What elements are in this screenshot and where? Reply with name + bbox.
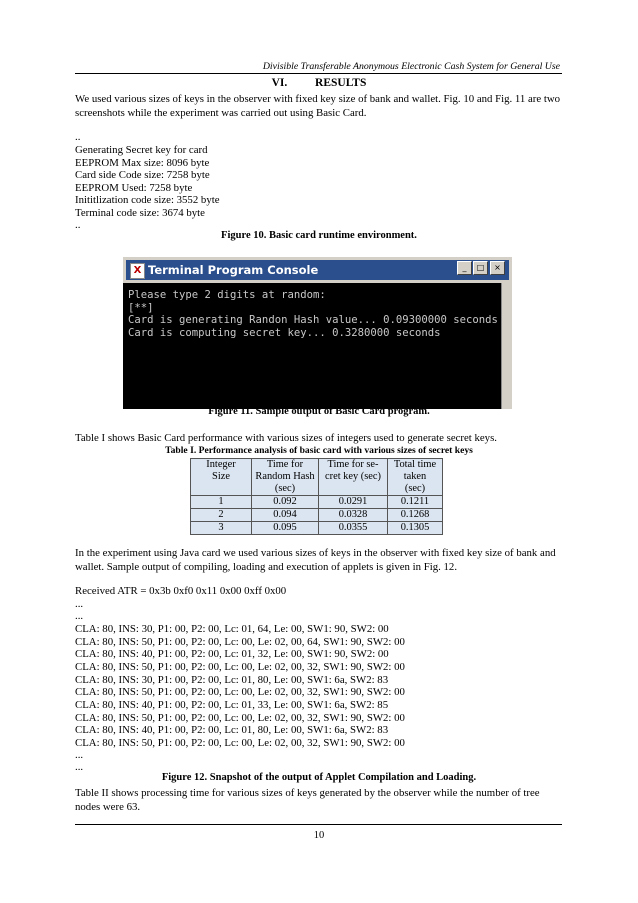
applet-line: ...: [75, 598, 84, 610]
listing-line: ..: [75, 131, 81, 143]
cell-size: 1: [191, 496, 252, 509]
section-title: RESULTS: [315, 77, 367, 89]
header-secret-key: Time for se- cret key (sec): [319, 459, 388, 496]
terminal-title-fill: [126, 260, 509, 280]
cell-size: 2: [191, 509, 252, 522]
terminal-scrollbar[interactable]: [501, 283, 512, 409]
terminal-line: Please type 2 digits at random:: [128, 289, 326, 301]
maximize-icon[interactable]: □: [473, 261, 488, 275]
applet-line: CLA: 80, INS: 40, P1: 00, P2: 00, Lc: 01, 32, Le: 00, SW1: 90, SW2: 00: [75, 648, 389, 660]
applet-line: ...: [75, 610, 84, 622]
terminal-title-bar: [123, 257, 512, 283]
intro-line-2: screenshots while the experiment was carried out using Basic Card.: [75, 107, 367, 119]
close-icon[interactable]: ×: [490, 261, 505, 275]
listing-line: Card side Code size: 7258 byte: [75, 169, 210, 181]
terminal-title: Terminal Program Console: [148, 263, 319, 277]
section-number: VI.: [271, 77, 288, 89]
listing-line: Terminal code size: 3674 byte: [75, 207, 205, 219]
table-1-caption: Table I. Performance analysis of basic card with various sizes of secret keys: [165, 445, 473, 456]
applet-line: CLA: 80, INS: 50, P1: 00, P2: 00, Lc: 00, Le: 02, 00, 32, SW1: 90, SW2: 00: [75, 686, 405, 698]
app-icon: X: [130, 263, 145, 279]
cell-total: 0.1268: [388, 509, 443, 522]
applet-line: CLA: 80, INS: 40, P1: 00, P2: 00, Lc: 01, 33, Le: 00, SW1: 6a, SW2: 85: [75, 699, 389, 711]
applet-line: ...: [75, 749, 84, 761]
cell-secret-key: 0.0355: [319, 522, 388, 535]
cell-secret-key: 0.0291: [319, 496, 388, 509]
cell-random-hash: 0.095: [252, 522, 319, 535]
table-intro: Table I shows Basic Card performance with various sizes of integers used to generate secret keys.: [75, 432, 497, 444]
listing-line: ..: [75, 219, 81, 231]
java-line-1: In the experiment using Java card we used various sizes of keys in the observer with fixed key size of bank and: [75, 547, 556, 559]
running-header: Divisible Transferable Anonymous Electronic Cash System for General Use: [262, 61, 560, 72]
figure-12-caption: Figure 12. Snapshot of the output of Applet Compilation and Loading.: [161, 772, 477, 783]
performance-table: [190, 458, 443, 535]
applet-line: CLA: 80, INS: 50, P1: 00, P2: 00, Lc: 00, Le: 02, 00, 64, SW1: 90, SW2: 00: [75, 636, 405, 648]
listing-line: Generating Secret key for card: [75, 144, 208, 156]
terminal-line: Card is computing secret key... 0.3280000 seconds: [128, 326, 441, 339]
header-integer-size: Integer Size: [191, 459, 252, 496]
terminal-line: Card is generating Randon Hash value... 0.09300000 seconds: [128, 314, 498, 326]
applet-line: CLA: 80, INS: 50, P1: 00, P2: 00, Lc: 00, Le: 02, 00, 32, SW1: 90, SW2: 00: [75, 737, 405, 749]
applet-line: CLA: 80, INS: 30, P1: 00, P2: 00, Lc: 01, 80, Le: 00, SW1: 6a, SW2: 83: [75, 674, 389, 686]
figure-11-caption: Figure 11. Sample output of Basic Card program.: [208, 406, 430, 417]
listing-line: EEPROM Used: 7258 byte: [75, 182, 193, 194]
cell-total: 0.1211: [388, 496, 443, 509]
applet-line: CLA: 80, INS: 30, P1: 00, P2: 00, Lc: 01, 64, Le: 00, SW1: 90, SW2: 00: [75, 623, 389, 635]
cell-secret-key: 0.0328: [319, 509, 388, 522]
table-row: [191, 522, 443, 535]
listing-line: Inititlization code size: 3552 byte: [75, 194, 220, 206]
header-rule: [75, 73, 562, 74]
header-total-time: Total time taken (sec): [388, 459, 443, 496]
table-row: [191, 509, 443, 522]
intro-line-1: We used various sizes of keys in the observer with fixed key size of bank and wallet. Fig. 10 and Fig. 11 are two: [75, 93, 561, 105]
table-header-row: [191, 459, 443, 496]
minimize-icon[interactable]: _: [457, 261, 472, 275]
table2-line-2: nodes were 63.: [75, 801, 141, 813]
footer-rule: [75, 824, 562, 825]
cell-random-hash: 0.094: [252, 509, 319, 522]
applet-line: CLA: 80, INS: 40, P1: 00, P2: 00, Lc: 01, 80, Le: 00, SW1: 6a, SW2: 83: [75, 724, 389, 736]
applet-line: CLA: 80, INS: 50, P1: 00, P2: 00, Lc: 00, Le: 02, 00, 32, SW1: 90, SW2: 00: [75, 661, 405, 673]
listing-line: EEPROM Max size: 8096 byte: [75, 157, 210, 169]
terminal-line: [**]: [128, 301, 154, 314]
applet-line: ...: [75, 761, 84, 773]
cell-random-hash: 0.092: [252, 496, 319, 509]
section-heading: [0, 77, 638, 89]
figure-10-caption: Figure 10. Basic card runtime environment.: [221, 230, 417, 241]
page-number: 10: [313, 830, 325, 841]
applet-line: Received ATR = 0x3b 0xf0 0x11 0x00 0xff 0x00: [75, 585, 287, 597]
table-row: [191, 496, 443, 509]
java-line-2: wallet. Sample output of compiling, loading and execution of applets is given in Fig. 12.: [75, 561, 458, 573]
cell-size: 3: [191, 522, 252, 535]
applet-line: CLA: 80, INS: 50, P1: 00, P2: 00, Lc: 00, Le: 02, 00, 32, SW1: 90, SW2: 00: [75, 712, 405, 724]
table2-line-1: Table II shows processing time for various sizes of keys generated by the observer while the number of tree: [75, 787, 540, 799]
header-random-hash: Time for Random Hash (sec): [252, 459, 319, 496]
cell-total: 0.1305: [388, 522, 443, 535]
terminal-window: [123, 257, 512, 409]
terminal-output: [128, 289, 498, 339]
